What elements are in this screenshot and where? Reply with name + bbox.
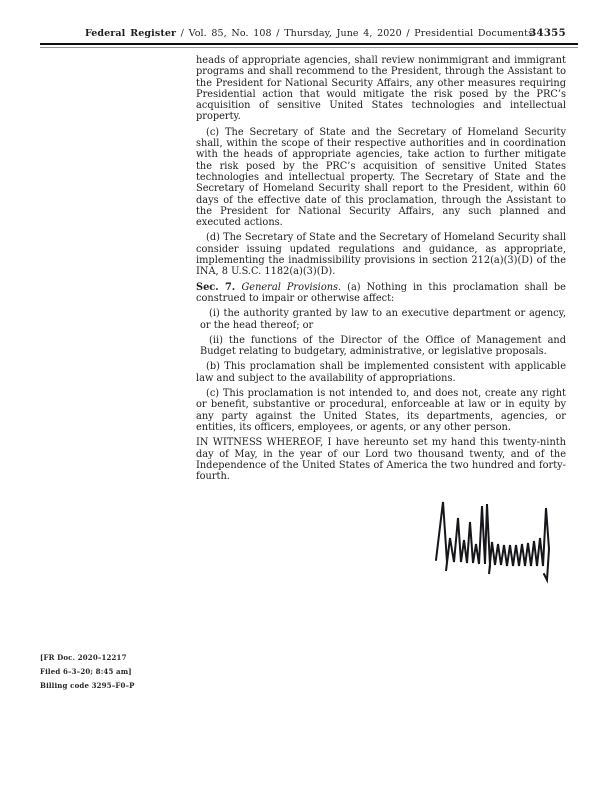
paragraph-text: (i) the authority granted by law to an executive department or agency, or the head thereof; or (200, 308, 566, 331)
filed-line: Filed 6–3–20; 8:45 am] (40, 666, 132, 676)
paragraph-text: Sec. 7. (196, 281, 242, 293)
paragraph-text: (ii) the functions of the Director of the Office of Management and Budget relating to budgetary, administrative, or legislative proposals. (200, 334, 566, 358)
paragraph (196, 437, 566, 482)
paragraph (196, 127, 566, 229)
paragraph (196, 232, 566, 277)
journal-title: Federal Register (84, 28, 177, 39)
body-column (196, 55, 566, 584)
page-number: 34355 (529, 28, 566, 39)
paragraph-text: (c) This proclamation is not intended to, and does not, create any right or benefit, substantive or procedural, enforceable at law or in equity by any party against the United States, its departments, agencies, or entities, its officers, employees, or agents, or any other person. (196, 388, 566, 433)
paragraph-text: (d) The Secretary of State and the Secretary of Homeland Security shall consider issuing updated regulations and guidance, as appropriate, implementing the inadmissibility provisions in section 212(a)(3)(D) of the INA, 8 U.S.C. 1182(a)(3)(D). (196, 232, 566, 278)
paragraph-text: (b) This proclamation shall be implemented consistent with applicable law and subject to the availability of appropriations. (196, 361, 566, 384)
paragraph (200, 308, 566, 331)
paragraph-text: General Provisions. (241, 281, 348, 293)
paragraph-text: (a) Nothing in this proclamation shall be construed to impair or otherwise affect: (196, 281, 566, 304)
presidential-signature (429, 492, 574, 584)
fr-doc-line: [FR Doc. 2020–12217 (40, 653, 127, 662)
header-rule-thin (40, 47, 578, 48)
paragraph (196, 361, 566, 384)
page-header (40, 28, 578, 48)
paragraph (196, 55, 566, 123)
paragraph (196, 282, 566, 305)
paragraph (196, 388, 566, 433)
billing-code-line: Billing code 3295–F0–P (40, 680, 135, 690)
paragraph-text: (c) The Secretary of State and the Secretary of Homeland Security shall, within the scope of their respective authorities and in coordination with the heads of appropriate agencies, take action to further mitigate the risk posed by the PRC’s acquisition of sensitive United States technologies and intellectual property. The Secretary of State and the Secretary of Homeland Security shall report to the President, within 60 days of the effective date of this proclamation, through the Assistant to the President for National Security Affairs, any such planned and executed actions. (196, 126, 566, 229)
issue-info: / Vol. 85, No. 108 / Thursday, June 4, 2020 / Presidential Documents (176, 28, 534, 39)
signature-row (196, 492, 574, 584)
body-paragraphs (196, 55, 566, 482)
paragraph-text: heads of appropriate agencies, shall review nonimmigrant and immigrant programs and shall recommend to the President, through the Assistant to the President for National Security Affairs, any other measures requiring Presidential action that would mitigate the risk posed by the PRC’s acquisition of sensitive United States technologies and intellectual property. (196, 55, 566, 123)
page-footer (40, 651, 135, 692)
header-rule-thick (40, 43, 578, 45)
running-head (40, 28, 578, 40)
paragraph-text: IN WITNESS WHEREOF, I have hereunto set my hand this twenty-ninth day of May, in the year of our Lord two thousand twenty, and of the Independence of the United States of America the two hundred and forty-fourth. (196, 437, 566, 483)
paragraph (200, 335, 566, 358)
